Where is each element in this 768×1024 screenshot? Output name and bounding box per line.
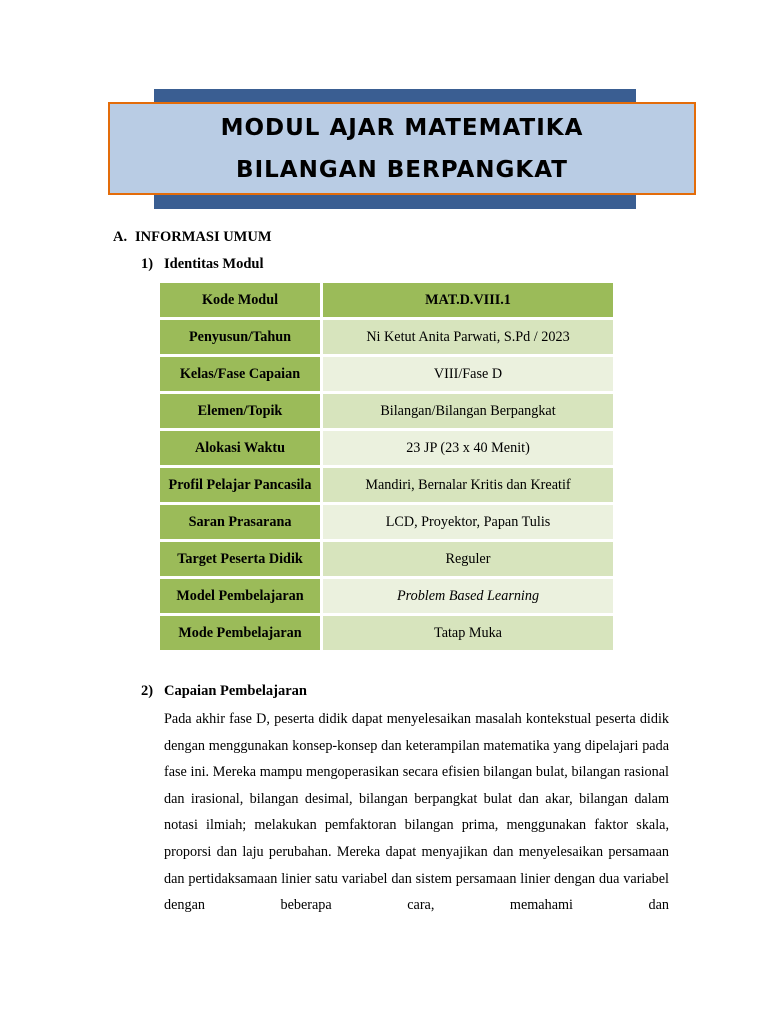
- capaian-paragraph: Pada akhir fase D, peserta didik dapat menyelesaikan masalah kontekstual peserta didik dengan menggunakan konsep-konsep dan keterampilan matematika yang dipelajari pada fase ini. Mereka mampu mengoperasikan secara efisien bilangan bulat, bilangan rasional dan irasional, bilangan desimal, bilangan berpangkat bulat dan akar, bilangan dalam notasi ilmiah; melakukan pemfaktoran bilangan prima, menggunakan faktor skala, proporsi dan laju perubahan. Mereka dapat menyajikan dan menyelesaikan persamaan dan pertidaksamaan linier satu variabel dan sistem persamaan linier dengan dua variabel dengan beberapa cara, memahami dan: [164, 711, 669, 914]
- table-row: [159, 467, 615, 504]
- table-value-cell: Ni Ketut Anita Parwati, S.Pd / 2023: [322, 319, 615, 356]
- table-value-cell: Tatap Muka: [322, 615, 615, 652]
- table-value-cell: LCD, Proyektor, Papan Tulis: [322, 504, 615, 541]
- subsection-2-heading: [141, 682, 307, 700]
- table-value-cell: 23 JP (23 x 40 Menit): [322, 430, 615, 467]
- table-key-cell: Saran Prasarana: [159, 504, 322, 541]
- table-key-cell: Kode Modul: [159, 282, 322, 319]
- subsection-1-title: Identitas Modul: [164, 256, 264, 272]
- table-key-cell: Alokasi Waktu: [159, 430, 322, 467]
- subsection-2-marker: 2): [141, 683, 154, 699]
- section-a-heading: [113, 228, 272, 246]
- table-row: [159, 319, 615, 356]
- table-key-cell: Kelas/Fase Capaian: [159, 356, 322, 393]
- table-value-cell: Reguler: [322, 541, 615, 578]
- title-banner: [108, 89, 696, 209]
- subsection-1-heading: [141, 255, 264, 273]
- table-row: [159, 356, 615, 393]
- table-row: [159, 282, 615, 319]
- banner-box: [108, 102, 696, 195]
- table-key-cell: Penyusun/Tahun: [159, 319, 322, 356]
- table-value-cell: Bilangan/Bilangan Berpangkat: [322, 393, 615, 430]
- table-key-cell: Elemen/Topik: [159, 393, 322, 430]
- table-value-cell: MAT.D.VIII.1: [322, 282, 615, 319]
- table-row: [159, 430, 615, 467]
- identity-table: [157, 280, 616, 653]
- document-title-line-2: BILANGAN BERPANGKAT: [236, 156, 568, 183]
- section-a-marker: A.: [113, 229, 128, 245]
- section-a-title: INFORMASI UMUM: [135, 229, 272, 245]
- table-row: [159, 504, 615, 541]
- document-title-line-1: MODUL AJAR MATEMATIKA: [220, 114, 584, 141]
- table-key-cell: Profil Pelajar Pancasila: [159, 467, 322, 504]
- table-key-cell: Mode Pembelajaran: [159, 615, 322, 652]
- table-key-cell: Target Peserta Didik: [159, 541, 322, 578]
- table-key-cell: Model Pembelajaran: [159, 578, 322, 615]
- table-row: [159, 578, 615, 615]
- table-value-cell: Problem Based Learning: [322, 578, 615, 615]
- subsection-1-marker: 1): [141, 256, 154, 272]
- table-value-cell: VIII/Fase D: [322, 356, 615, 393]
- table-row: [159, 615, 615, 652]
- table-value-cell: Mandiri, Bernalar Kritis dan Kreatif: [322, 467, 615, 504]
- table-row: [159, 393, 615, 430]
- table-row: [159, 541, 615, 578]
- subsection-2-title: Capaian Pembelajaran: [164, 683, 307, 699]
